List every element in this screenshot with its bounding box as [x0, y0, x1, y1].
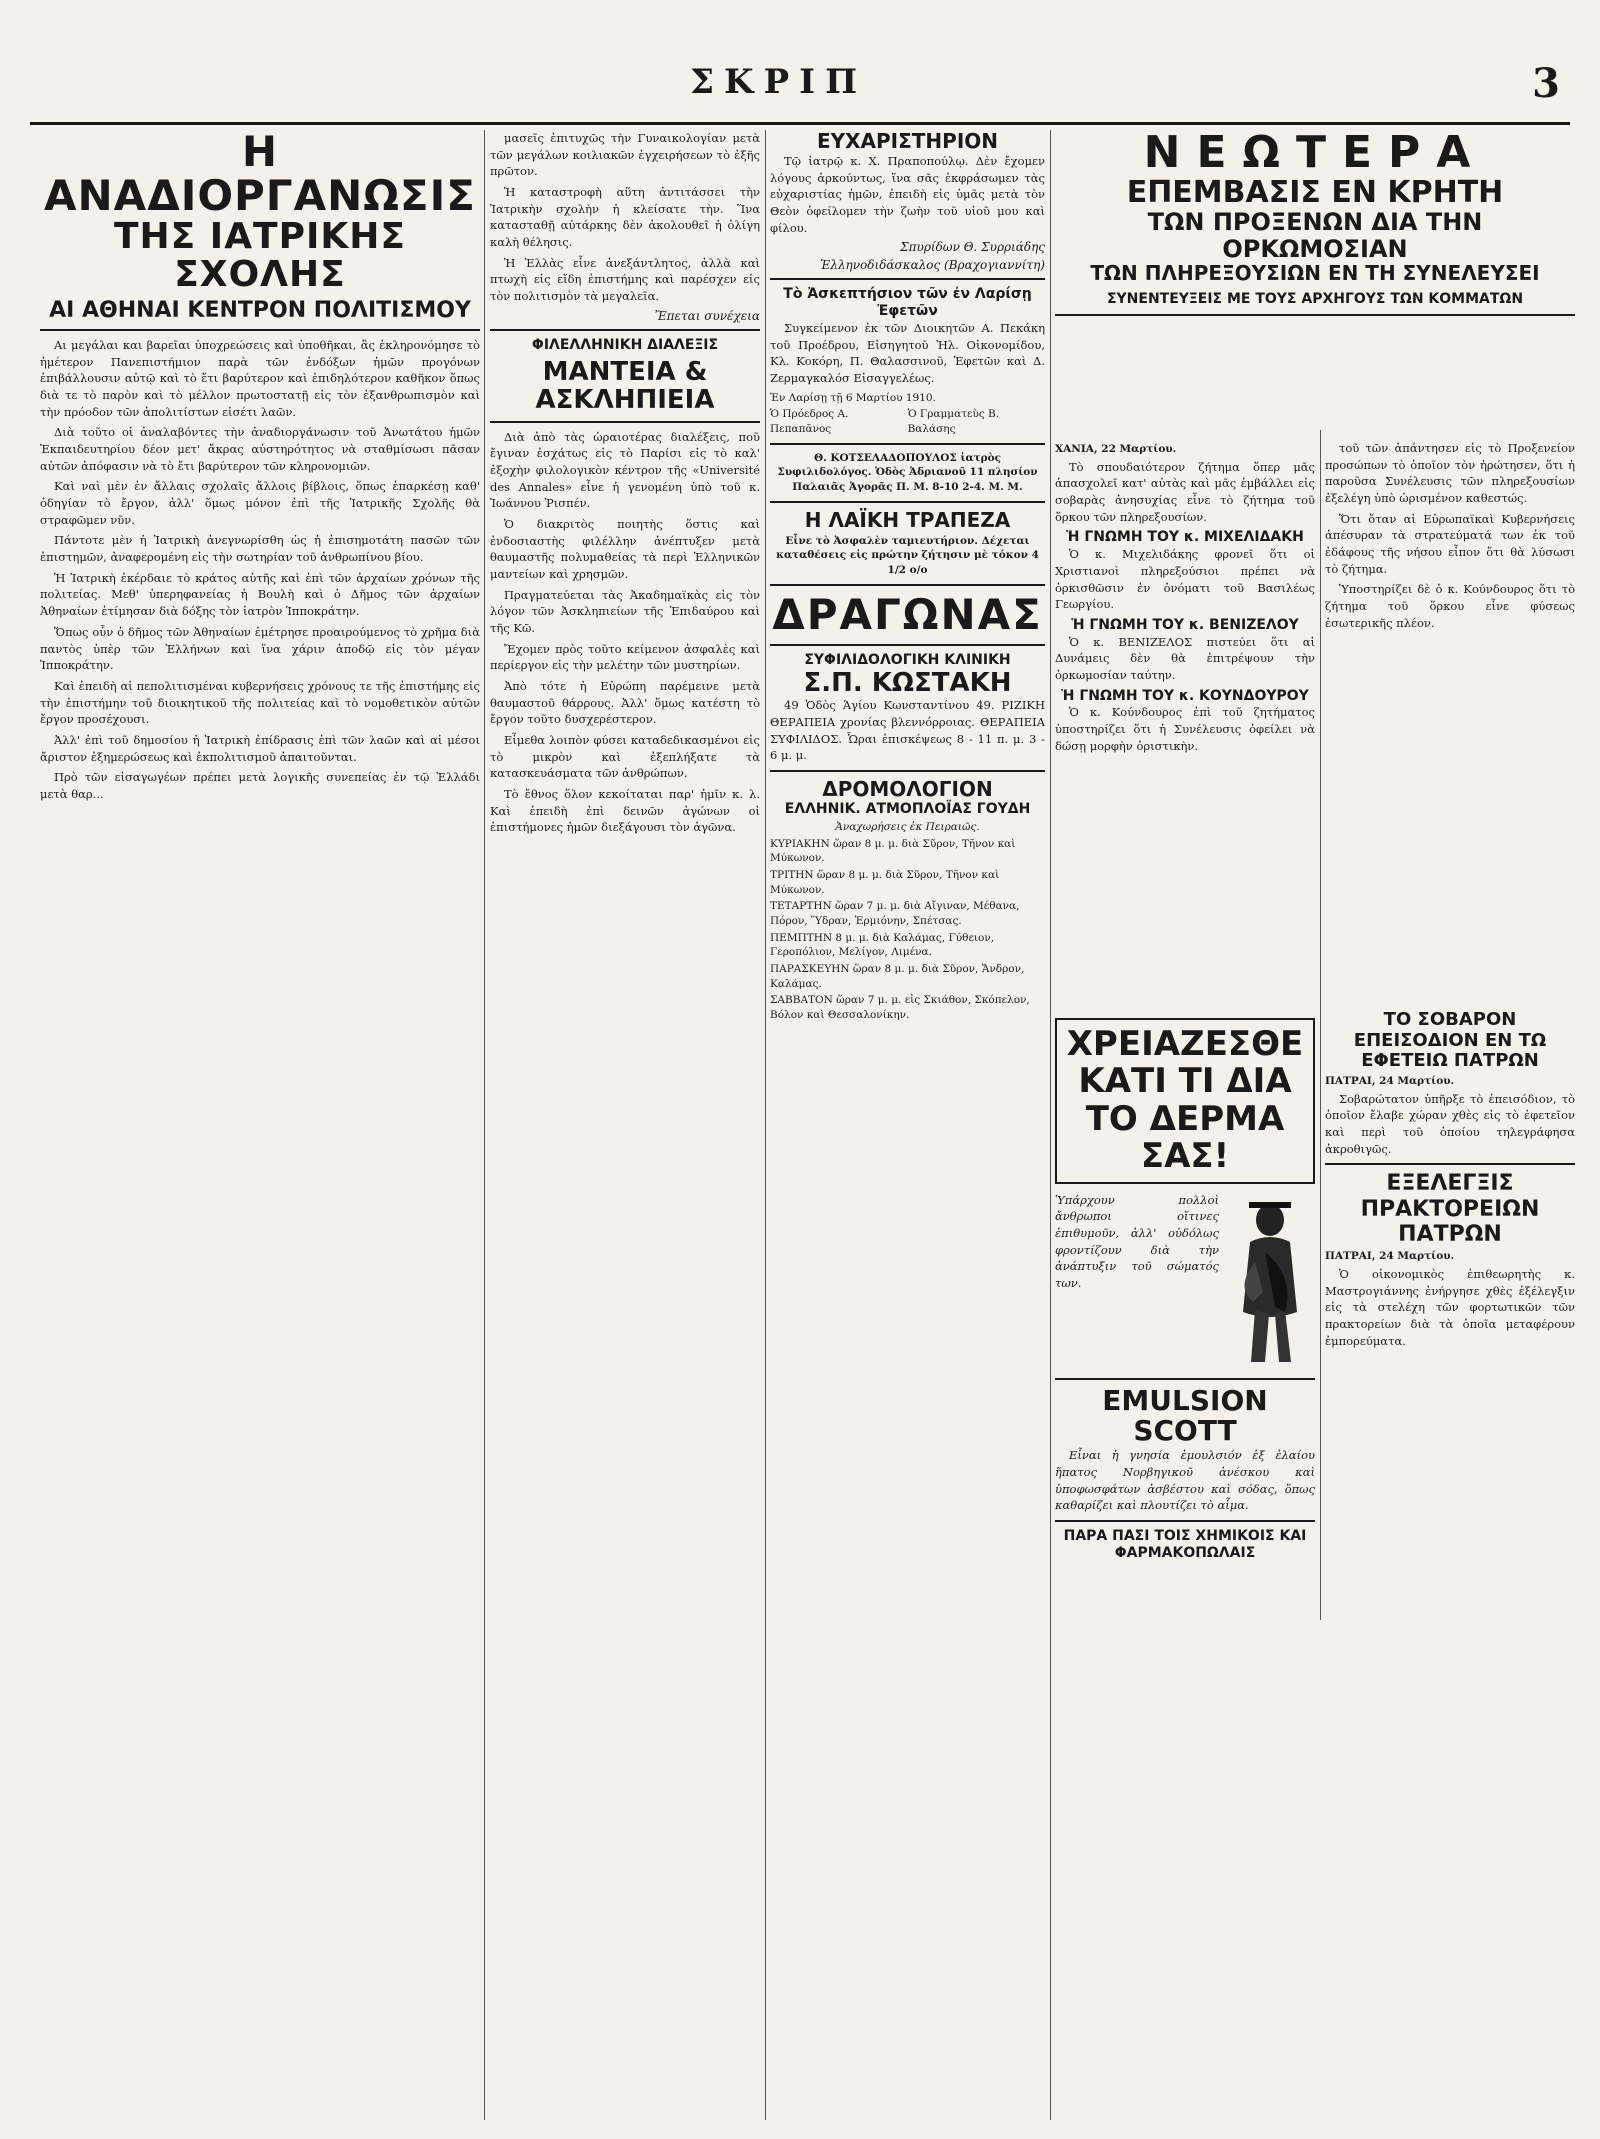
news-title: ΝΕΩΤΕΡΑ — [1143, 130, 1487, 178]
emulsion-body: Εἶναι ἡ γνησία ἐμουλσιόν ἐξ ἐλαίου ἥπατος Νορβηγικοῦ ἀνέσκου καὶ ὑποφωσφάτων ἀσβέστου καὶ σόδας, ὅπως καθαρίζει καὶ πλουτίζει τὸ αἷμα. — [1055, 1448, 1315, 1513]
route-subtitle-2: Ἀναχωρήσεις ἐκ Πειραιῶς. — [835, 820, 980, 833]
rule — [1055, 1378, 1315, 1380]
dragonas-ad: ΔΡΑΓΩΝΑΣ — [772, 589, 1043, 639]
rule — [770, 443, 1045, 445]
route-day: ΠΕΜΠΤΗΝ 8 μ. μ. διὰ Καλάμας, Γύθειον, Γεροπόλιον, Μελίγον, Λιμένα. — [770, 931, 995, 959]
paragraph: Διὰ ἀπὸ τὰς ὡραιοτέρας διαλέξεις, ποῦ ἔγιναν ἐσχάτως εἰς τὸ Παρίσι εἰς τὸ καλ' ἐξοχὴν φιλολογικὸν κέντρον τῆς «Université des Annales» εἶνε ἡ γενομένη ὑπὸ τοῦ κ. Ἰωάννου Ῥισπέν. — [490, 429, 760, 511]
paragraph: Εἶμεθα λοιπὸν φύσει καταδεδικασμένοι εἰς τὸ μικρὸν καὶ ἐξεπλήξατε τὰ κατασκευάσματα τῶν ἀνθρώπων. — [490, 733, 760, 781]
paragraph: Τὸ ἔθνος ὅλον κεκοίταται παρ' ἡμῖν κ. λ. Καὶ ἐπειδὴ ἐπὶ δεινῶν ἀγώνων οἱ ἐπιστήμονες ἡμῶν διεξάγουσι τὸν ἀγῶνα. — [490, 787, 760, 835]
fisherman-illustration-icon — [1225, 1192, 1315, 1372]
opinion-heading: Ἡ ΓΝΩΜΗ ΤΟΥ κ. ΚΟΥΝΔΟΥΡΟΥ — [1061, 687, 1309, 704]
patras-body: Σοβαρώτατον ὑπῆρξε τὸ ἐπεισόδιον, τὸ ὁποῖον ἔλαβε χώραν χθὲς εἰς τὸ ἐφετεῖον καὶ περὶ τοῦ ὁποίου τηλεγράφησα ἀκροθιγῶς. — [1325, 1091, 1575, 1156]
column-2 — [490, 130, 760, 2120]
thanks-title: ΕΥΧΑΡΙΣΤΗΡΙΟΝ — [816, 130, 999, 153]
column-3 — [770, 130, 1045, 2120]
rule — [770, 644, 1045, 646]
emulsion-title: EMULSION SCOTT — [1102, 1383, 1268, 1448]
article-headline-2: ΤΗΣ ΙΑΤΡΙΚΗΣ ΣΧΟΛΗΣ — [113, 216, 407, 295]
column-divider — [1320, 430, 1321, 1620]
news-headline-2: ΤΩΝ ΠΡΟΞΕΝΩΝ ΔΙΑ ΤΗΝ ΟΡΚΩΜΟΣΙΑΝ — [1147, 208, 1483, 263]
clinic-name: Σ.Π. ΚΩΣΤΑΚΗ — [803, 667, 1012, 698]
route-day: ΣΑΒΒΑΤΟΝ ὥραν 7 μ. μ. εἰς Σκιάθον, Σκόπελον, Βόλον καὶ Θεσσαλονίκην. — [770, 994, 1030, 1022]
paragraph: Ὁ κ. Κούνδουρος ἐπὶ τοῦ ζητήματος ὑποστηρίζει ὅτι ἡ Συνέλευσις ὀφείλει νὰ δώσῃ μορφὴν ὁριστικὴν. — [1055, 705, 1315, 753]
newspaper-name: ΣΚΡΙΠ — [690, 62, 868, 102]
notice-title: Τὸ Ἀσκεπτήσιον τῶν ἐν Λαρίσῃ Ἐφετῶν — [783, 286, 1032, 320]
notice-date: Ἐν Λαρίσῃ τῇ 6 Μαρτίου 1910. — [770, 391, 936, 404]
paragraph: Τὸ σπουδαιότερον ζήτημα ὅπερ μᾶς ἀπασχολεῖ κατ' αὐτὰς καὶ μᾶς ἐμβάλλει εἰς σοβαρὰς ἀνησυχίας εἶνε τὸ ζήτημα τοῦ ὅρκου τῶν πληρεξουσίων. — [1055, 459, 1315, 524]
rule — [40, 329, 480, 331]
masthead — [30, 60, 1570, 125]
paragraph: Ἀπὸ τότε ἡ Εὐρώπη παρέμεινε μετὰ θαυμαστοῦ θάρρους. Ἀλλ' ὅμως κατέστη τὸ ἔργον τοῦτο δυσχερέστερον. — [490, 679, 760, 727]
notice-body: Συγκείμενον ἐκ τῶν Διοικητῶν Α. Πεκάκη τοῦ Προέδρου, Εἰσηγητοῦ Ἠλ. Οἰκονομίδου, Κλ. Κοκόρη, Π. Θαλασσινοῦ, Ἐφετῶν καὶ Δ. Ζερμαγκαλόσ Εἰσαγγελέως. — [770, 320, 1045, 385]
exelegxis-dateline: ΠΑΤΡΑΙ, 24 Μαρτίου. — [1325, 1250, 1455, 1263]
skin-ad-title: ΧΡΕΙΑΖΕΣΘΕ ΚΑΤΙ ΤΙ ΔΙΑ ΤΟ ΔΕΡΜΑ ΣΑΣ! — [1066, 1024, 1304, 1177]
route-day: ΤΕΤΑΡΤΗΝ ὥραν 7 μ. μ. διὰ Αἴγιναν, Μέθανα, Πόρον, Ὕδραν, Ἑρμιόνην, Σπέτσας. — [770, 900, 1020, 928]
rule — [1055, 314, 1575, 316]
paragraph: Ἡ καταστροφὴ αὕτη ἀντιτάσσει τὴν Ἰατρικὴν σχολὴν ἡ κλείσατε τὴν. Ἵνα κατασταθῇ αὐτάρκης δὲν ἀκολουθεῖ ἡ ὀλίγη καλὴ θέλησις. — [490, 185, 760, 250]
rule — [770, 278, 1045, 280]
skin-ad-content — [1055, 1192, 1315, 1372]
sold-at: ΠΑΡΑ ΠΑΣΙ ΤΟΙΣ ΧΗΜΙΚΟΙΣ ΚΑΙ ΦΑΡΜΑΚΟΠΩΛΑΙΣ — [1063, 1527, 1307, 1561]
news-headline-1: ΕΠΕΜΒΑΣΙΣ ΕΝ ΚΡΗΤΗ — [1126, 175, 1504, 211]
notice-signature-right: Ὁ Γραμματεὺς Β. Βαλάσης — [907, 408, 1000, 436]
doctor-ad: Θ. ΚΟΤΣΕΛΑΔΟΠΟΥΛΟΣ ἰατρὸς Συφιλιδολόγος. Ὁδὸς Ἀδριανοῦ 11 πλησίον Παλαιᾶς Ἀγορᾶς Π. Μ. 8-10 2-4. Μ. Μ. — [777, 451, 1038, 494]
exelegxis-title: ΕΞΕΛΕΓΞΙΣ ΠΡΑΚΤΟΡΕΙΩΝ ΠΑΤΡΩΝ — [1360, 1171, 1540, 1248]
clinic-body: 49 Ὁδὸς Ἁγίου Κωνσταντίνου 49. ΡΙΖΙΚΗ ΘΕΡΑΠΕΙΑ χρονίας βλεννόρροιας. ΘΕΡΑΠΕΙΑ ΣΥΦΙΛΙΔΟΣ. Ὧραι ἐπισκέψεως 8 - 11 π. μ. 3 - 6 μ. μ. — [770, 698, 1045, 763]
rule — [490, 421, 760, 423]
thanks-signature: Σπυρίδων Θ. Συρριάδης — [900, 240, 1045, 255]
rule — [1325, 1163, 1575, 1165]
bank-body: Εἶνε τὸ Ἀσφαλὲν ταμιευτήριον. Δέχεται καταθέσεις εἰς πρώτην ζήτησιν μὲ τόκον 4 1/2 ο/ο — [776, 534, 1039, 577]
bank-title: Η ΛΑΪΚΗ ΤΡΑΠΕΖΑ — [804, 507, 1011, 532]
paragraph: τοῦ τῶν ἀπάντησεν εἰς τὸ Προξενείον προσώπων τὸ ὁποῖον τὸν ἠρώτησεν, ὅτι ἡ παροῦσα Συνέλευσις τῶν πληρεξουσίων ἐξελέγη ὑπὸ ὡρισμένον καθεστώς. — [1325, 441, 1575, 506]
paragraph: Πάντοτε μὲν ἡ Ἰατρικὴ ἀνεγνωρίσθη ὡς ἡ ἐπισημοτάτη πασῶν τῶν ἐπιστημῶν, ἀναφερομένη εἰς τὴν σωτηρίαν τοῦ ἀνθρωπίνου βίου. — [40, 533, 480, 565]
paragraph: Πραγματεύεται τὰς Ἀκαδημαϊκὰς εἰς τὸν λόγον τῶν Ἀσκληπιείων τῆς Ἐπιδαύρου καὶ τῆς Κῶ. — [490, 587, 760, 636]
paragraph: Ὁ κ. Μιχελιδάκης φρονεῖ ὅτι οἱ Χριστιανοὶ πληρεξούσιοι πρέπει νὰ ὁρκισθῶσιν ἐν ὀνόματι τοῦ Βασιλέως Γεωργίου. — [1055, 547, 1315, 612]
paragraph: Ἀλλ' ἐπὶ τοῦ δημοσίου ἡ Ἰατρικὴ ἐπίδρασις ἐπὶ τῶν λαῶν καὶ αἱ μέσοι ἄριστον ἐξημερώσεως καὶ ἐκπολιτισμοῦ ἀπαιτοῦνται. — [40, 732, 480, 764]
patras-title: ΤΟ ΣΟΒΑΡΟΝ ΕΠΕΙΣΟΔΙΟΝ ΕΝ ΤΩ ΕΦΕΤΕΙΩ ΠΑΤΡΩΝ — [1353, 1010, 1547, 1072]
paragraph: Ὅτι ὅταν αἱ Εὐρωπαϊκαὶ Κυβερνήσεις ἀπέσυραν τὰ στρατεύματά των ἐκ τοῦ ἐδάφους τῆς νήσου εἶπον ὅτι θὰ λύσωσι τὸ ζήτημα. — [1325, 511, 1575, 576]
thanks-body: Τῷ ἰατρῷ κ. Χ. Πραποπούλῳ. Δὲν ἔχομεν λόγους ἀρκούντως, ἵνα σᾶς ἐκφράσωμεν τὰς εὐχαριστίας ἡμῶν, ἐπειδὴ εἰς ὑμᾶς μετὰ τὸν Θεὸν ὀφείλομεν τὴν ζωὴν τοῦ υἱοῦ μου καὶ φίλου. — [770, 154, 1045, 235]
paragraph: Πρὸ τῶν εἰσαγωγέων πρέπει μετὰ λογικῆς συνεπείας ἐν τῷ Ἐλλάδι μετὰ θαρ... — [40, 770, 480, 801]
paragraph: μασεῖς ἐπιτυχῶς τὴν Γυναικολογίαν μετὰ τῶν μεγάλων κοιλιακῶν ἐγχειρήσεων τὸ ἐξῆς πρῶτον. — [490, 131, 760, 179]
opinion-heading: Ἡ ΓΝΩΜΗ ΤΟΥ κ. ΒΕΝΙΖΕΛΟΥ — [1071, 616, 1299, 633]
rule — [770, 584, 1045, 586]
paragraph: Καὶ ναὶ μὲν ἐν ἄλλαις σχολαῖς ἄλλοις βίβλοις, ὅπως ἐπαρκέσῃ καθ' ὁδηγίαν τὸ ἔργον, ἀλλ' ὅμως μόνον ἐπὶ τῆς Ἰατρικῆς Σχολῆς θὰ στραφῶμεν νῦν. — [40, 479, 480, 527]
continued-note: Ἔπεται συνέχεια — [654, 308, 760, 323]
column-1 — [40, 130, 480, 2120]
exelegxis-body: Ὁ οἰκονομικὸς ἐπιθεωρητὴς κ. Μαστρογιάννης ἐνήργησε χθὲς ἐξέλεγξιν εἰς τὰ στελέχη τῶν φορτωτικῶν τῶν πρακτορείων διὰ τὰ ὁποῖα μεταφέρουν ἐμπορεύματα. — [1325, 1267, 1575, 1348]
paragraph: Ἡ Ἑλλὰς εἶνε ἀνεξάντλητος, ἀλλὰ καὶ πτωχὴ εἰς εἴδη ἐπιστήμης καὶ παρέσχεν εἰς τὸν πολιτισμὸν τὰ μεγαλεῖα. — [490, 255, 760, 304]
rule — [770, 501, 1045, 503]
opinion-heading: Ἡ ΓΝΩΜΗ ΤΟΥ κ. ΜΙΧΕΛΙΔΑΚΗ — [1066, 529, 1304, 546]
paragraph: Διὰ τοῦτο οἱ ἀναλαβόντες τὴν ἀναδιοργάνωσιν τοῦ Ἀνωτάτου ἡμῶν Ἐκπαιδευτηρίου δέον μετ' ἄκρας αὐστηρότητος νὰ σταθμίσωσι πᾶσαν αὐτῶν ἀπόφασιν νὰ τὸ ἔτι βαρύτερον τῶν κληρονομιῶν. — [40, 425, 480, 473]
notice-signatures — [770, 407, 1045, 436]
route-day: ΠΑΡΑΣΚΕΥΗΝ ὥραν 8 μ. μ. διὰ Σῦρον, Ἄνδρον, Καλάμας. — [770, 963, 1025, 990]
paragraph: Ὁ διακριτὸς ποιητὴς ὅστις καὶ ἐνδοσιαστὴς φιλέλλην ἀνέπτυξεν μετὰ θαυμαστῆς πολυμαθείας τὰ περὶ Ἑλληνικῶν μαντείων καὶ χρησμῶν. — [490, 517, 760, 582]
column-divider — [484, 130, 485, 2120]
section-title: ΜΑΝΤΕΙΑ & ΑΣΚΛΗΠΙΕΙΑ — [535, 356, 715, 416]
section-label: ΦΙΛΕΛΛΗΝΙΚΗ ΔΙΑΛΕΞΙΣ — [531, 336, 719, 353]
column-5-lower — [1325, 1010, 1575, 2120]
news-dateline: ΧΑΝΙΑ, 22 Μαρτίου. — [1055, 443, 1177, 455]
thanks-signature-title: Ἑλληνοδιδάσκαλος (Βραχογιαννίτη) — [820, 258, 1045, 273]
paragraph: Ὑποστηρίζει δὲ ὁ κ. Κούνδουρος ὅτι τὸ ζήτημα τοῦ ὅρκου εἶνε φύσεως ἐσωτερικῆς πλέον. — [1325, 582, 1575, 630]
route-day: ΤΡΙΤΗΝ ὥραν 8 μ. μ. διὰ Σῦρον, Τῆνον καὶ Μύκωνον. — [770, 868, 1000, 896]
page-number: 3 — [1532, 60, 1560, 107]
route-title: ΔΡΟΜΟΛΟΓΙΟΝ — [822, 777, 993, 802]
rule — [770, 770, 1045, 772]
news-block — [1055, 130, 1575, 460]
paragraph: Ἔχομεν πρὸς τοῦτο κείμενον ἀσφαλὲς καὶ περίεργον εἰς τὴν μελέτην τῶν μυστηρίων. — [490, 641, 760, 673]
rule — [490, 329, 760, 331]
paragraph: Ἡ Ἰατρικὴ ἐκέρδαιε τὸ κράτος αὐτῆς καὶ ἐπὶ τῶν ἀρχαίων χρόνων τῆς πολιτείας. Μεθ' ὑπερηφανείας ἡ Βουλὴ καὶ ὁ Δῆμος τῶν ἀρχαίων Ἀθηναίων ἐτίμησαν διὰ δόξης τὸν ἰατρὸν Ἱπποκράτην. — [40, 570, 480, 619]
clinic-label: ΣΥΦΙΛΙΔΟΛΟΓΙΚΗ ΚΛΙΝΙΚΗ — [804, 652, 1011, 669]
news-subheadline: ΣΥΝΕΝΤΕΥΞΕΙΣ ΜΕ ΤΟΥΣ ΑΡΧΗΓΟΥΣ ΤΩΝ ΚΟΜΜΑΤΩΝ — [1106, 290, 1524, 307]
column-4 — [1055, 1010, 1315, 2120]
news-right-column — [1325, 440, 1575, 1000]
route-subtitle: ΕΛΛΗΝΙΚ. ΑΤΜΟΠΛΟΪΑΣ ΓΟΥΔΗ — [784, 801, 1031, 818]
news-left-column — [1055, 440, 1315, 1000]
column-divider — [1050, 130, 1051, 2120]
paragraph: Αι μεγάλαι και βαρεῖαι ὑποχρεώσεις καὶ ὑποθῆκαι, ἃς ἐκληρονόμησε τὸ ἡμέτερον Πανεπιστήμιον παρὰ τῶν ἐνδόξων ἡμῶν προγόνων ἐπιβάλλουσιν αὐτῷ καὶ τὸ ἔτι βαρύτερον καὶ ἐπιδηλότερον καθῆκον ὅπως διὰ τε τὸ παρὸν καὶ τὸ μέλλον πρωτοστατῇ εἰς τὸν ἐξανθρωπισμὸν καὶ τὴν πρόοδον τῶν ἀπολιτίστων εἰσέτι λαῶν. — [40, 338, 480, 419]
skin-ad — [1055, 1018, 1315, 1184]
paragraph: Ὁ κ. ΒΕΝΙΖΕΛΟΣ πιστεύει ὅτι αἱ Δυνάμεις δὲν θὰ ἐπιτρέψουν τὴν ὁρκωμοσίαν ταύτην. — [1055, 634, 1315, 682]
patras-dateline: ΠΑΤΡΑΙ, 24 Μαρτίου. — [1325, 1075, 1455, 1088]
article-subheadline: ΑΙ ΑΘΗΝΑΙ ΚΕΝΤΡΟΝ ΠΟΛΙΤΙΣΜΟΥ — [49, 297, 471, 323]
paragraph: Ὅπως οὖν ὁ δῆμος τῶν Ἀθηναίων ἐμέτρησε προαιρούμενος τὸ χρῆμα διὰ παντὸς ὑπὲρ τῶν Ἑλλήνων καὶ ἵνα χάριν ἀποδῷ εἰς τὸν μέγαν Ἱπποκράτην. — [40, 624, 480, 673]
rule — [1055, 1520, 1315, 1522]
article-headline: Η ΑΝΑΔΙΟΡΓΑΝΩΣΙΣ — [44, 130, 476, 221]
news-headline-3: ΤΩΝ ΠΛΗΡΕΞΟΥΣΙΩΝ ΕΝ ΤΗ ΣΥΝΕΛΕΥΣΕΙ — [1090, 260, 1540, 285]
column-divider — [765, 130, 766, 2120]
notice-signature-left: Ὁ Πρόεδρος Α. Πεπαπᾶνος — [770, 408, 849, 436]
route-day: ΚΥΡΙΑΚΗΝ ὥραν 8 μ. μ. διὰ Σῦρον, Τῆνον καὶ Μύκωνον. — [770, 837, 1016, 865]
paragraph: Καὶ ἐπειδὴ αἱ πεπολιτισμέναι κυβερνήσεις χρόνους τε τῆς ἐπιστήμης εἰς τὴν ἐπιστήμην τοῦ διοικητικοῦ τῆς πολιτείας καὶ τὸ νομοθετικὸν αὐτῶν ἔργον προσέχουσι. — [40, 678, 480, 727]
skin-ad-body: Ὑπάρχουν πολλοὶ ἄνθρωποι οἵτινες ἐπιθυμοῦν, ἀλλ' οὐδόλως φροντίζουν διὰ τὴν ἀνάπτυξιν τοῦ σώματός των. — [1055, 1192, 1219, 1290]
